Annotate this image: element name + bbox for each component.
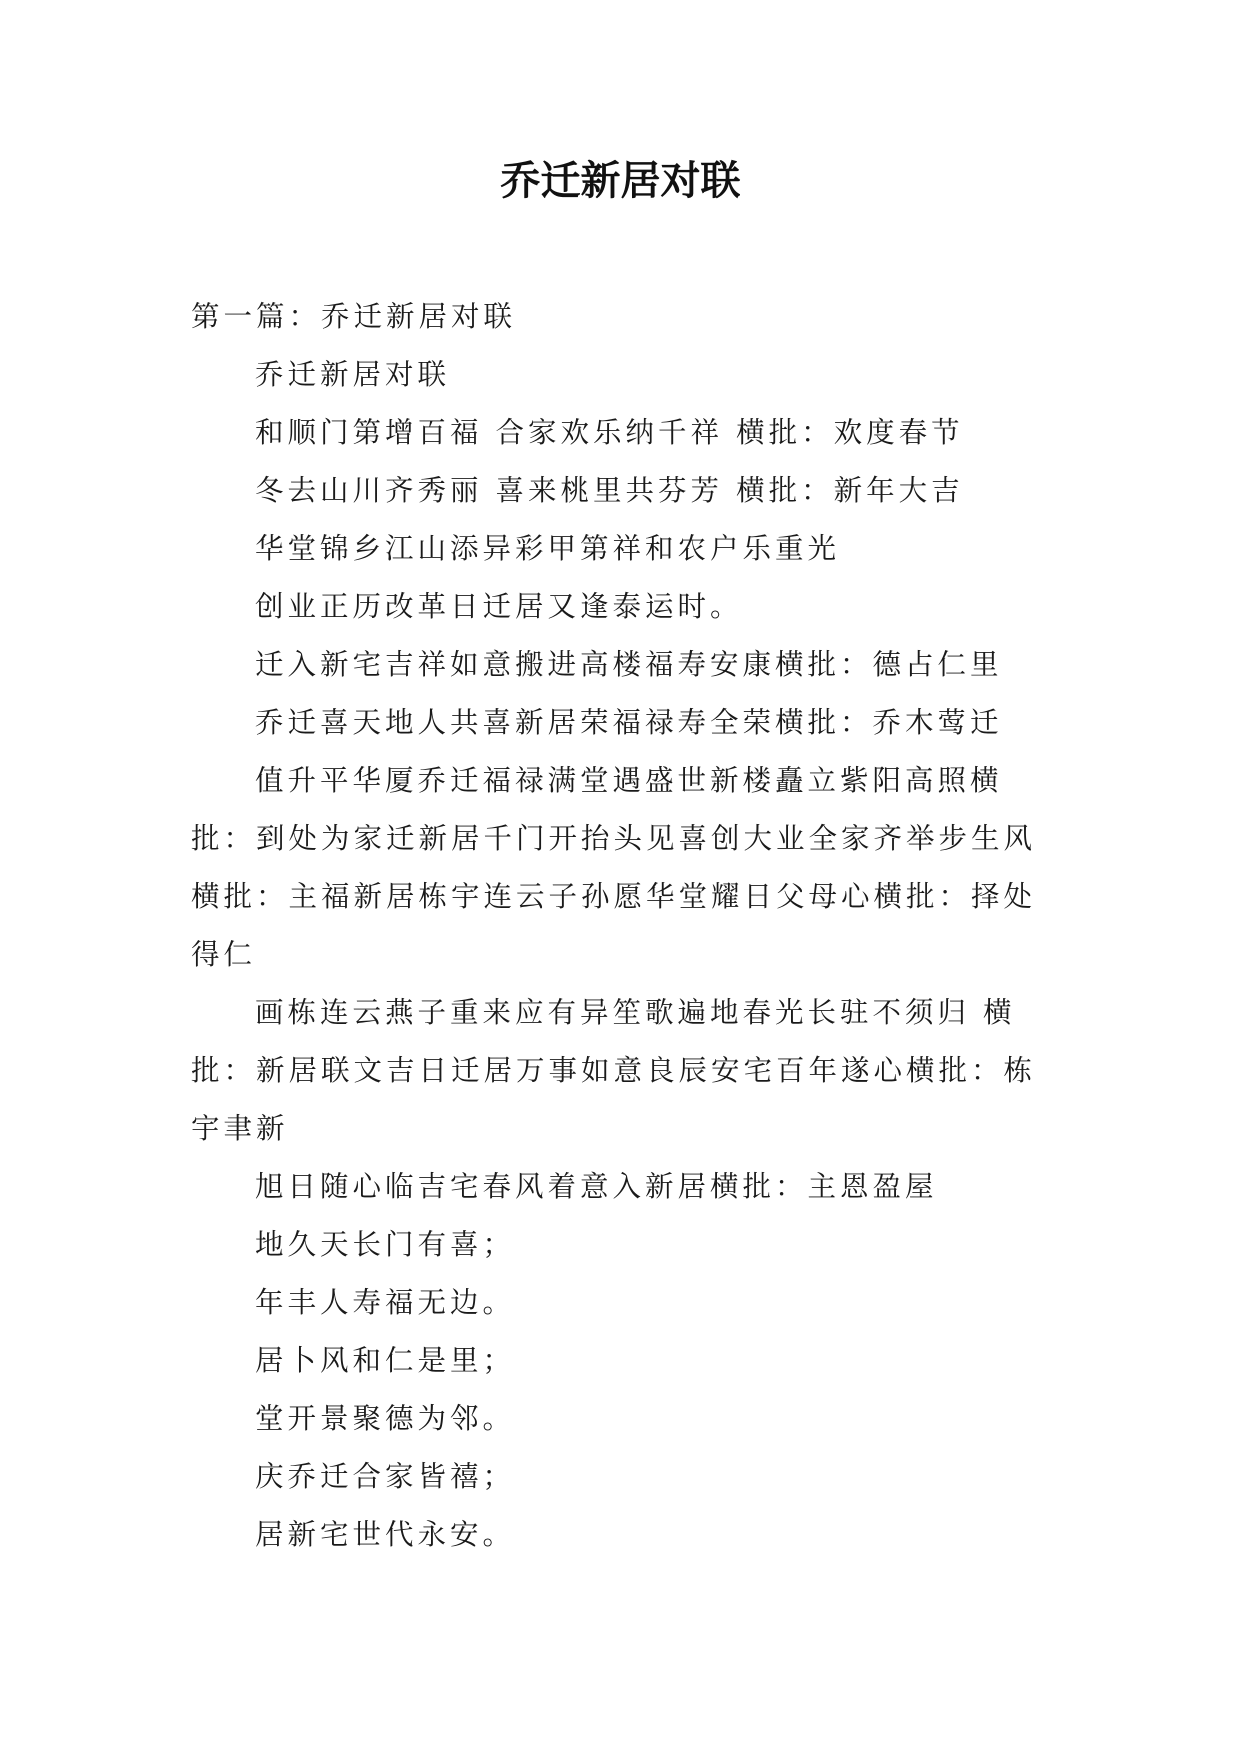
paragraph: 创业正历改革日迁居又逢泰运时。	[255, 590, 743, 623]
paragraph: 和顺门第增百福 合家欢乐纳千祥 横批：欢度春节	[255, 416, 964, 449]
paragraph: 旭日随心临吉宅春风着意入新居横批：主恩盈屋	[255, 1170, 938, 1203]
paragraph: 冬去山川齐秀丽 喜来桃里共芬芳 横批：新年大吉	[255, 474, 964, 507]
paragraph: 乔迁新居对联	[255, 358, 451, 391]
document-title: 乔迁新居对联	[500, 158, 741, 204]
document-body	[191, 288, 1049, 1564]
section-heading: 第一篇：乔迁新居对联	[191, 300, 517, 333]
paragraph: 华堂锦乡江山添异彩甲第祥和农户乐重光	[255, 532, 841, 565]
paragraph: 值升平华厦乔迁福禄满堂遇盛世新楼矗立紫阳高照横批：到处为家迁新居千门开抬头见喜创大业全家齐举步生风横批：主福新居栋宇连云子孙愿华堂耀日父母心横批：择处得仁	[191, 764, 1037, 971]
paragraph: 居卜风和仁是里；	[255, 1344, 516, 1377]
paragraph: 年丰人寿福无边。	[255, 1286, 516, 1319]
paragraph: 画栋连云燕子重来应有异笙歌遍地春光长驻不须归 横批：新居联文吉日迁居万事如意良辰安宅百年遂心横批：栋宇聿新	[191, 996, 1037, 1145]
paragraph: 迁入新宅吉祥如意搬进高楼福寿安康横批：德占仁里	[255, 648, 1003, 681]
paragraph: 堂开景聚德为邻。	[255, 1402, 516, 1435]
paragraph: 地久天长门有喜；	[255, 1228, 516, 1261]
paragraph: 居新宅世代永安。	[255, 1518, 516, 1551]
paragraph: 乔迁喜天地人共喜新居荣福禄寿全荣横批：乔木莺迁	[255, 706, 1003, 739]
paragraph: 庆乔迁合家皆禧；	[255, 1460, 516, 1493]
